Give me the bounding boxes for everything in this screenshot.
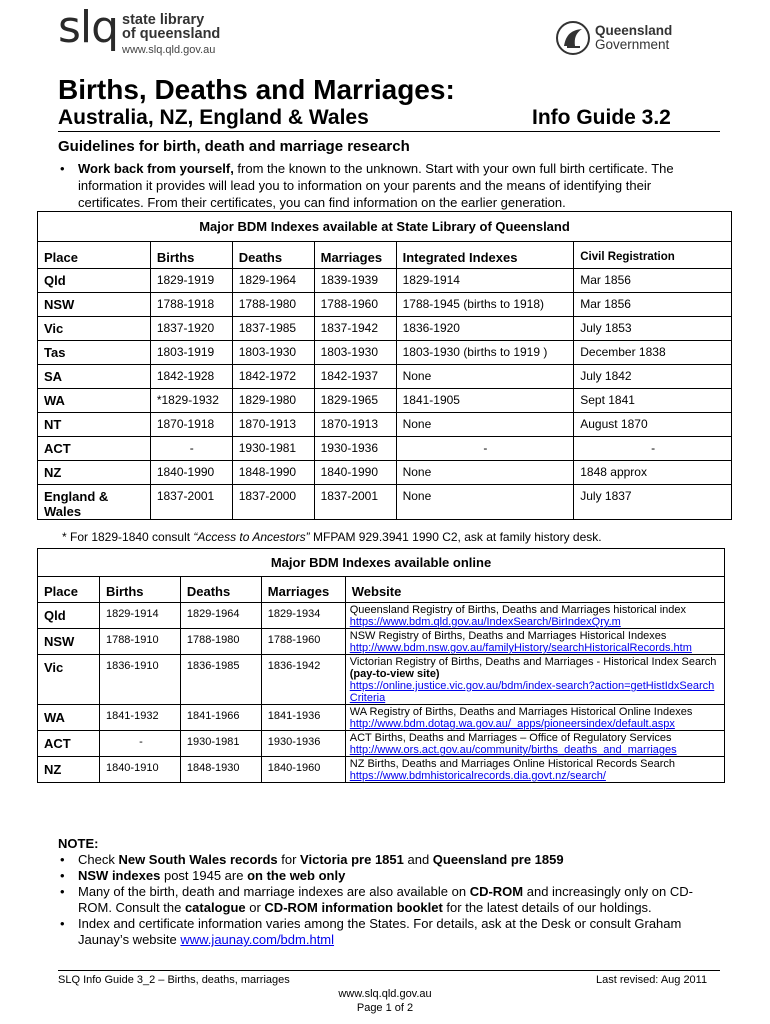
table1-row bbox=[38, 317, 732, 341]
website-description: ACT Births, Deaths and Marriages – Office of Regulatory Services bbox=[349, 732, 672, 744]
table1-place-cell: NSW bbox=[38, 293, 151, 317]
table1-cell: 1803-1930 bbox=[232, 341, 314, 365]
qld-government-logo bbox=[595, 24, 672, 52]
table1-cell: 1837-2001 bbox=[150, 485, 232, 520]
table2-cell: 1829-1934 bbox=[261, 603, 345, 629]
page-subtitle: Australia, NZ, England & Wales bbox=[58, 106, 369, 129]
table1-cell: 1839-1939 bbox=[314, 269, 396, 293]
footer-left: SLQ Info Guide 3_2 – Births, deaths, marriages bbox=[58, 974, 290, 986]
note-heading: NOTE: bbox=[58, 836, 99, 851]
table1-cell: 1788-1918 bbox=[150, 293, 232, 317]
table2-cell: 1840-1910 bbox=[99, 757, 180, 783]
table1-row bbox=[38, 389, 732, 413]
slq-indexes-table bbox=[37, 211, 732, 520]
table2-cell: 1788-1960 bbox=[261, 629, 345, 655]
table2-cell: 1841-1936 bbox=[261, 705, 345, 731]
table1-cell: 1788-1980 bbox=[232, 293, 314, 317]
table2-header-cell: Deaths bbox=[180, 577, 261, 603]
slq-org-name bbox=[122, 13, 220, 41]
slq-url: www.slq.qld.gov.au bbox=[122, 44, 216, 56]
note-text: for bbox=[277, 852, 301, 867]
website-link[interactable]: https://www.bdmhistoricalrecords.dia.govt.nz/search/ bbox=[349, 770, 606, 782]
table1-cell: 1870-1918 bbox=[150, 413, 232, 437]
table1-cell: 1836-1920 bbox=[396, 317, 574, 341]
table1-cell: 1842-1928 bbox=[150, 365, 232, 389]
table2-cell: 1829-1914 bbox=[99, 603, 180, 629]
table1-header-cell: Integrated Indexes bbox=[396, 242, 574, 269]
table1-place-cell: Tas bbox=[38, 341, 151, 365]
table2-place-cell: Qld bbox=[38, 603, 100, 629]
table2-header-row bbox=[38, 577, 725, 603]
footnote-title: “Access to Ancestors” bbox=[193, 530, 310, 544]
table2-header-cell: Births bbox=[99, 577, 180, 603]
table1-cell: August 1870 bbox=[574, 413, 732, 437]
website-link[interactable]: http://www.ors.act.gov.au/community/births_deaths_and_marriages bbox=[349, 744, 677, 756]
website-link[interactable]: http://www.bdm.dotag.wa.gov.au/_apps/pioneersindex/default.aspx bbox=[349, 718, 675, 730]
note-text: Many of the birth, death and marriage indexes are also available on bbox=[78, 884, 470, 899]
note-bold: CD-ROM information booklet bbox=[264, 900, 443, 915]
table1-cell: - bbox=[396, 437, 574, 461]
footer-url: www.slq.qld.gov.au bbox=[338, 988, 432, 1000]
table1-header-cell: Marriages bbox=[314, 242, 396, 269]
footnote-prefix: * For 1829-1840 consult bbox=[62, 530, 194, 544]
website-description: NSW Registry of Births, Deaths and Marriages Historical Indexes bbox=[349, 630, 667, 642]
table1-cell: 1829-1919 bbox=[150, 269, 232, 293]
qld-line2: Government bbox=[595, 37, 670, 52]
intro-text: from the known to the unknown. Start with your own full birth certificate. The information it provides will lead you to information on your parents and the means of identifying their certificates. From their certificates, you can find information on the earlier generation. bbox=[78, 161, 674, 210]
table2-cell: 1848-1930 bbox=[180, 757, 261, 783]
table2-cell: 1829-1964 bbox=[180, 603, 261, 629]
note-text: Index and certificate information varies among the States. For details, ask at the Desk or consult Graham Jaunay’s website bbox=[78, 916, 682, 947]
table1-cell: 1837-1920 bbox=[150, 317, 232, 341]
table1-caption: Major BDM Indexes available at State Library of Queensland bbox=[38, 212, 732, 242]
table1-place-cell: NZ bbox=[38, 461, 151, 485]
note-bold: New South Wales records bbox=[118, 852, 278, 867]
note-text: post 1945 are bbox=[160, 868, 248, 883]
table1-place-cell: England & Wales bbox=[38, 485, 151, 520]
info-guide-label: Info Guide 3.2 bbox=[532, 106, 671, 129]
table1-cell: 1837-2000 bbox=[232, 485, 314, 520]
table2-header-cell: Website bbox=[345, 577, 724, 603]
table1-place-cell: NT bbox=[38, 413, 151, 437]
table2-cell: 1841-1966 bbox=[180, 705, 261, 731]
website-description: NZ Births, Deaths and Marriages Online Historical Records Search bbox=[349, 758, 675, 770]
table2-cell: 1788-1980 bbox=[180, 629, 261, 655]
table1-cell: Mar 1856 bbox=[574, 293, 732, 317]
note-bold: NSW indexes bbox=[78, 868, 161, 883]
table1-cell: December 1838 bbox=[574, 341, 732, 365]
table2-row bbox=[38, 731, 725, 757]
table1-row bbox=[38, 413, 732, 437]
table1-cell: 1840-1990 bbox=[314, 461, 396, 485]
table1-header-cell: Civil Registration bbox=[574, 242, 732, 269]
note-bold: on the web only bbox=[247, 868, 346, 883]
note-item bbox=[58, 916, 723, 948]
website-cell bbox=[345, 603, 724, 629]
note-item bbox=[58, 884, 723, 916]
table1-cell: 1829-1965 bbox=[314, 389, 396, 413]
intro-bold: Work back from yourself, bbox=[78, 161, 234, 176]
table2-cell: 1930-1981 bbox=[180, 731, 261, 757]
website-link[interactable]: https://www.bdm.qld.gov.au/IndexSearch/BirIndexQry.m bbox=[349, 616, 621, 628]
table1-row bbox=[38, 269, 732, 293]
table2-header-cell: Place bbox=[38, 577, 100, 603]
table2-place-cell: NSW bbox=[38, 629, 100, 655]
table2-place-cell: NZ bbox=[38, 757, 100, 783]
table1-cell: Sept 1841 bbox=[574, 389, 732, 413]
table2-header-cell: Marriages bbox=[261, 577, 345, 603]
bullet-icon: • bbox=[60, 916, 65, 931]
table2-cell: 1836-1942 bbox=[261, 655, 345, 705]
website-cell bbox=[345, 629, 724, 655]
table1-place-cell: Vic bbox=[38, 317, 151, 341]
table1-row bbox=[38, 341, 732, 365]
table1-row bbox=[38, 485, 732, 520]
website-note: (pay-to-view site) bbox=[349, 668, 440, 680]
note-section bbox=[58, 836, 723, 948]
note-text: for the latest details of our holdings. bbox=[442, 900, 652, 915]
website-link[interactable]: https://online.justice.vic.gov.au/bdm/index-search?action=getHistIdxSearchCriteria bbox=[349, 680, 715, 704]
website-description: Queensland Registry of Births, Deaths and Marriages historical index bbox=[349, 604, 687, 616]
table1-header-cell: Births bbox=[150, 242, 232, 269]
table2-cell: - bbox=[99, 731, 180, 757]
table1-cell: 1788-1960 bbox=[314, 293, 396, 317]
table1-cell: 1848 approx bbox=[574, 461, 732, 485]
qld-line1: Queensland bbox=[595, 23, 673, 38]
table1-cell: None bbox=[396, 485, 574, 520]
footer-right: Last revised: Aug 2011 bbox=[596, 974, 708, 986]
note-item bbox=[58, 852, 723, 868]
table1-header-cell: Deaths bbox=[232, 242, 314, 269]
table1-cell: 1803-1919 bbox=[150, 341, 232, 365]
table1-cell: *1829-1932 bbox=[150, 389, 232, 413]
table2-cell: 1836-1910 bbox=[99, 655, 180, 705]
table1-cell: 1803-1930 (births to 1919 ) bbox=[396, 341, 574, 365]
table1-cell: 1829-1914 bbox=[396, 269, 574, 293]
title-divider bbox=[58, 131, 720, 132]
note-text: Check bbox=[78, 852, 119, 867]
bullet-icon: • bbox=[60, 161, 65, 176]
table1-cell: July 1837 bbox=[574, 485, 732, 520]
footnote bbox=[62, 530, 602, 544]
bullet-icon: • bbox=[60, 868, 65, 883]
table1-cell: 1829-1980 bbox=[232, 389, 314, 413]
table1-cell: 1842-1937 bbox=[314, 365, 396, 389]
table2-row bbox=[38, 629, 725, 655]
table1-cell: None bbox=[396, 413, 574, 437]
table1-cell: 1803-1930 bbox=[314, 341, 396, 365]
table1-cell: 1870-1913 bbox=[314, 413, 396, 437]
website-description: Victorian Registry of Births, Deaths and Marriages - Historical Index Search bbox=[349, 656, 717, 668]
table1-place-cell: WA bbox=[38, 389, 151, 413]
table2-row bbox=[38, 603, 725, 629]
note-bold: catalogue bbox=[184, 900, 246, 915]
table2-cell: 1788-1910 bbox=[99, 629, 180, 655]
table2-cell: 1930-1936 bbox=[261, 731, 345, 757]
table1-cell: 1841-1905 bbox=[396, 389, 574, 413]
table1-header-cell: Place bbox=[38, 242, 151, 269]
table1-cell: - bbox=[574, 437, 732, 461]
table1-cell: July 1842 bbox=[574, 365, 732, 389]
table1-cell: Mar 1856 bbox=[574, 269, 732, 293]
website-cell bbox=[345, 655, 724, 705]
table1-cell: None bbox=[396, 461, 574, 485]
note-text: or bbox=[245, 900, 265, 915]
table1-cell: 1788-1945 (births to 1918) bbox=[396, 293, 574, 317]
footer-page: Page 1 of 2 bbox=[356, 1002, 414, 1014]
table1-cell: None bbox=[396, 365, 574, 389]
slq-logo: slq bbox=[58, 2, 119, 53]
table2-place-cell: ACT bbox=[38, 731, 100, 757]
page-title: Births, Deaths and Marriages: bbox=[58, 74, 455, 105]
table1-cell: 1840-1990 bbox=[150, 461, 232, 485]
note-bold: CD-ROM bbox=[469, 884, 524, 899]
table1-cell: 1930-1936 bbox=[314, 437, 396, 461]
table1-row bbox=[38, 293, 732, 317]
table1-cell: 1848-1990 bbox=[232, 461, 314, 485]
table1-cell: 1870-1913 bbox=[232, 413, 314, 437]
table1-cell: 1837-2001 bbox=[314, 485, 396, 520]
note-text: and increasingly only on CD-ROM. Consult the bbox=[78, 884, 693, 915]
bullet-icon: • bbox=[60, 852, 65, 867]
table2-row bbox=[38, 655, 725, 705]
online-indexes-table bbox=[37, 548, 725, 783]
qld-crest-icon bbox=[554, 20, 592, 56]
table1-cell: - bbox=[150, 437, 232, 461]
website-link[interactable]: http://www.bdm.nsw.gov.au/familyHistory/searchHistoricalRecords.htm bbox=[349, 642, 692, 654]
table1-cell: 1829-1964 bbox=[232, 269, 314, 293]
footer-divider bbox=[58, 970, 720, 971]
website-cell bbox=[345, 757, 724, 783]
slq-org-line1: state library bbox=[122, 12, 205, 28]
table1-cell: 1837-1942 bbox=[314, 317, 396, 341]
table1-place-cell: Qld bbox=[38, 269, 151, 293]
note-text: and bbox=[403, 852, 433, 867]
slq-org-line2: of queensland bbox=[122, 26, 221, 42]
table1-place-cell: SA bbox=[38, 365, 151, 389]
table1-row bbox=[38, 365, 732, 389]
table2-row bbox=[38, 757, 725, 783]
footer-center bbox=[0, 987, 770, 1015]
section-heading: Guidelines for birth, death and marriage research bbox=[58, 138, 410, 155]
note-bold: Victoria pre 1851 bbox=[300, 852, 404, 867]
footnote-suffix: MFPAM 929.3941 1990 C2, ask at family history desk. bbox=[309, 530, 602, 544]
table2-place-cell: Vic bbox=[38, 655, 100, 705]
table2-cell: 1841-1932 bbox=[99, 705, 180, 731]
table1-row bbox=[38, 461, 732, 485]
note-bold: Queensland pre 1859 bbox=[432, 852, 564, 867]
table2-row bbox=[38, 705, 725, 731]
website-cell bbox=[345, 731, 724, 757]
table1-place-cell: ACT bbox=[38, 437, 151, 461]
table1-cell: 1842-1972 bbox=[232, 365, 314, 389]
table1-cell: 1837-1985 bbox=[232, 317, 314, 341]
table2-place-cell: WA bbox=[38, 705, 100, 731]
jaunay-link[interactable]: www.jaunay.com/bdm.html bbox=[180, 932, 335, 947]
table2-caption: Major BDM Indexes available online bbox=[38, 549, 725, 577]
website-cell bbox=[345, 705, 724, 731]
note-item bbox=[58, 868, 723, 884]
table1-row bbox=[38, 437, 732, 461]
table1-cell: July 1853 bbox=[574, 317, 732, 341]
bullet-icon: • bbox=[60, 884, 65, 899]
table1-cell: 1930-1981 bbox=[232, 437, 314, 461]
table1-header-row bbox=[38, 242, 732, 269]
table2-cell: 1840-1960 bbox=[261, 757, 345, 783]
intro-bullet bbox=[58, 160, 718, 211]
website-description: WA Registry of Births, Deaths and Marriages Historical Online Indexes bbox=[349, 706, 693, 718]
table2-cell: 1836-1985 bbox=[180, 655, 261, 705]
